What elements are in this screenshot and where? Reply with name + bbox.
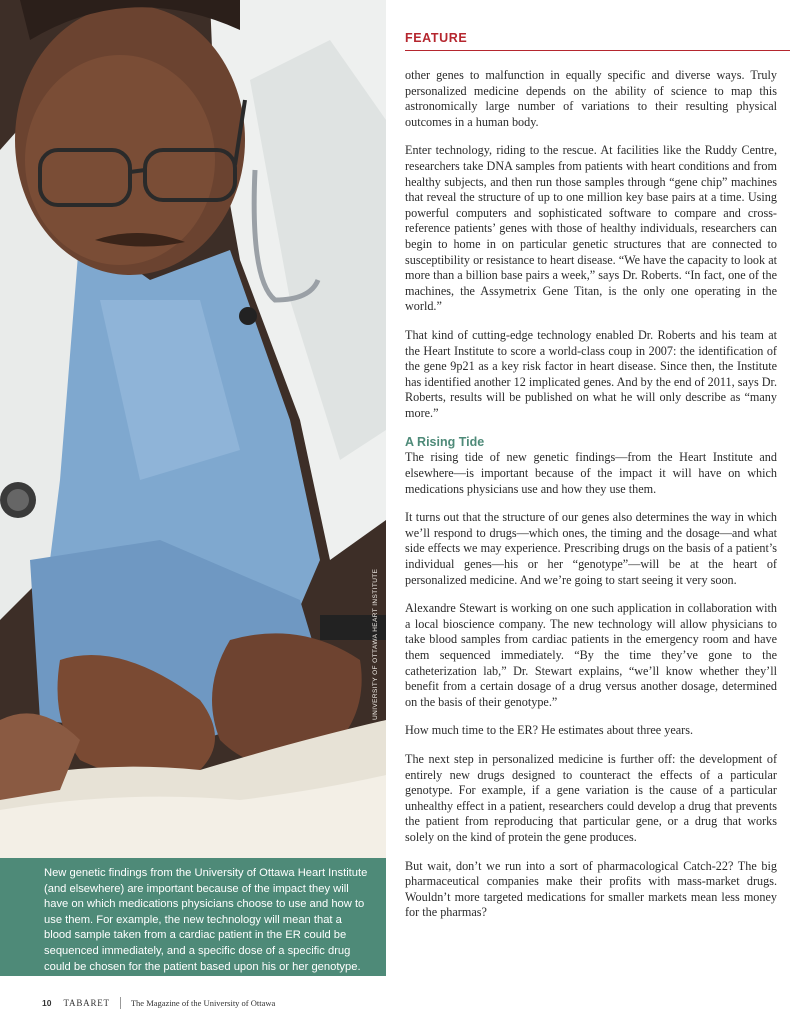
section-label: FEATURE xyxy=(405,31,468,45)
paragraph: The next step in personalized medicine is further off: the development of entirely new drugs designed to counteract the effects of a particular genotype. For example, if a gene variation is the cause of a particular unhealthy effect in a patient, researchers could develop a drug that prevents the patient from reproducing that particular gene, or a drug that works solely on the kind of protein the gene produces. xyxy=(405,751,777,844)
paragraph: It turns out that the structure of our genes also determines the way in which we’ll respond to drugs—which ones, the timing and the dosage—and what side effects we may experience. Prescribing drugs on the basis of a patient’s individual genes—his or her “genotype”—will be at the heart of personalized medicine. And we’re going to start seeing it very soon. xyxy=(405,510,777,587)
photo-caption: New genetic findings from the University of Ottawa Heart Institute (and elsewhere) are important because of the impact they will have on which medications physicians choose to use and how to use them. For example, the new technology will mean that a blood sample taken from a cardiac patient in the ER could be sequenced immediately, and a specific dose of a specific drug could be chosen for the patient based upon his or her genotype. xyxy=(0,858,386,976)
subheading: A Rising Tide xyxy=(405,435,485,450)
paragraph: But wait, don’t we run into a sort of pharmacological Catch-22? The big pharmaceutical companies make their profits with mass-market drugs. Wouldn’t more targeted medications for smaller markets mean less money for the pharmas? xyxy=(405,858,777,920)
publication-tagline: The Magazine of the University of Ottawa xyxy=(130,998,276,1008)
doctor-photo-illustration xyxy=(0,0,386,858)
footer-divider xyxy=(120,997,121,1009)
paragraph: That kind of cutting-edge technology enabled Dr. Roberts and his team at the Heart Institute to score a world-class coup in 2007: the identification of the gene 9p21 as a key risk factor in heart disease. Since then, the Institute has identified another 12 implicated genes. And by the end of 2011, says Dr. Roberts, results will be published on what he will only describe as “many more.” xyxy=(405,327,777,420)
paragraph: other genes to malfunction in equally specific and diverse ways. Truly personalized medicine depends on the ability of science to map this astronomically large number of variations to their resulting physical outcomes in a human body. xyxy=(405,68,777,129)
paragraph: How much time to the ER? He estimates about three years. xyxy=(405,723,694,738)
paragraph: Alexandre Stewart is working on one such application in collaboration with a local bioscience company. The new technology will allow physicians to take blood samples from cardiac patients in the emergency room and have them sequenced immediately. “By the time they’ve gone to the catheterization lab,” Dr. Stewart explains, “we’ll know whether they’ll benefit from a certain dosage of a drug versus another dosage, determined on the basis of their genotype.” xyxy=(405,601,777,709)
section-rule xyxy=(405,50,790,51)
publication-name: TABARET xyxy=(63,998,110,1008)
paragraph: The rising tide of new genetic findings—from the Heart Institute and elsewhere—is important because of the impact it will have on which medications physicians use and how they use them. xyxy=(405,450,777,496)
photo-credit: UNIVERSITY OF OTTAWA HEART INSTITUTE xyxy=(372,568,379,720)
article-body xyxy=(405,68,777,934)
page-number: 10 xyxy=(42,998,52,1008)
paragraph: Enter technology, riding to the rescue. At facilities like the Ruddy Centre, researchers take DNA samples from patients with heart conditions and from healthy subjects, and then run those samples through “gene chip” machines that reveal the structure of up to one million key base pairs at a time. Using powerful computers and sophisticated software to compare and cross-reference patients’ genes with those of healthy individuals, researchers can begin to home in on particular genetic structures that are connected to susceptibility or resistance to heart disease. “We have the capacity to look at more than a billion base pairs a week,” says Dr. Roberts. “In fact, one of the machines, the Assymetrix Gene Titan, is the only one operating in the world.” xyxy=(405,143,777,314)
article-photo xyxy=(0,0,386,858)
page-footer xyxy=(42,996,275,1010)
